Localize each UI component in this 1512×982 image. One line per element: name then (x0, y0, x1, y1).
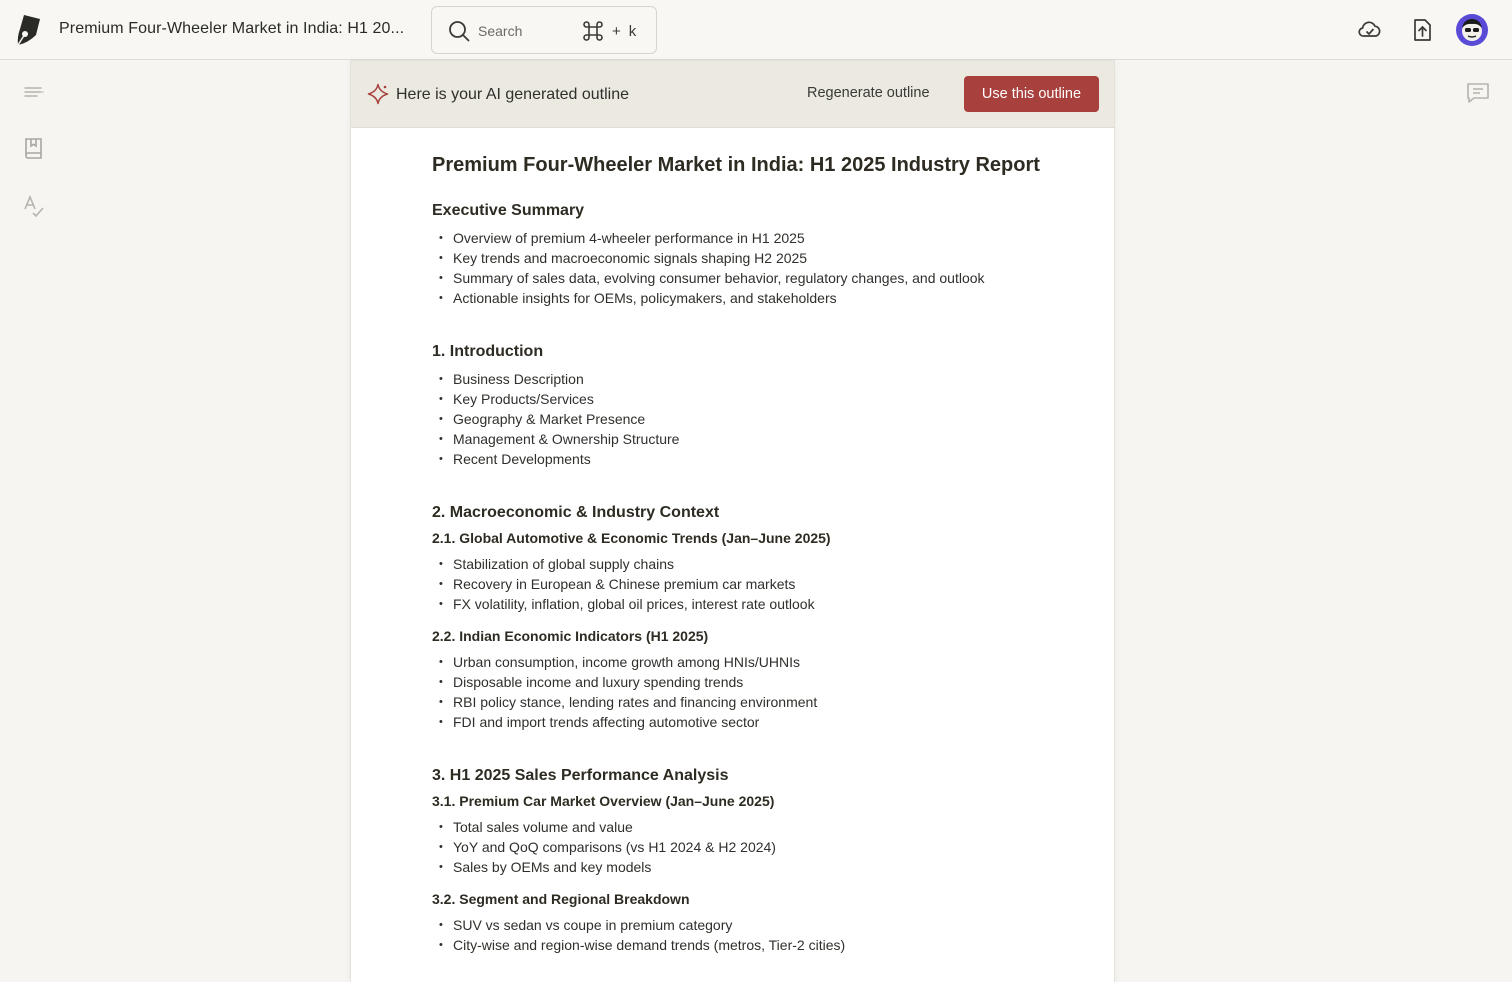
subsection-heading: 2.1. Global Automotive & Economic Trends (Jan–June 2025) (432, 530, 831, 546)
section-introduction (432, 341, 1052, 469)
list-item: • RBI policy stance, lending rates and financing environment (432, 692, 1052, 712)
outline-content (432, 152, 1052, 955)
bullet-list (432, 554, 1052, 614)
bullet-list (432, 228, 1052, 308)
shortcut-key: k (628, 22, 637, 40)
list-item: • YoY and QoQ comparisons (vs H1 2024 & H2 2024) (432, 837, 1052, 857)
list-item: • Disposable income and luxury spending trends (432, 672, 1052, 692)
list-item: • Summary of sales data, evolving consumer behavior, regulatory changes, and outlook (432, 268, 1052, 288)
sparkle-icon (367, 83, 389, 105)
bullet-list (432, 915, 1052, 955)
list-item: • Geography & Market Presence (432, 409, 1052, 429)
user-avatar[interactable] (1456, 14, 1488, 46)
bullet-list (432, 817, 1052, 877)
use-outline-button[interactable]: Use this outline (964, 76, 1099, 112)
list-item: • Actionable insights for OEMs, policymakers, and stakeholders (432, 288, 1052, 308)
search-box[interactable] (431, 6, 657, 54)
list-item: • City-wise and region-wise demand trends (metros, Tier-2 cities) (432, 935, 1052, 955)
left-rail (0, 61, 70, 982)
ai-outline-bar (351, 61, 1114, 128)
list-item: • FX volatility, inflation, global oil prices, interest rate outlook (432, 594, 1052, 614)
list-item: • Key Products/Services (432, 389, 1052, 409)
outline-title: Premium Four-Wheeler Market in India: H1 2025 Industry Report (432, 154, 1040, 176)
section-heading: 1. Introduction (432, 343, 544, 360)
top-bar (0, 0, 1512, 60)
spellcheck-icon[interactable] (22, 194, 46, 218)
section-sales-performance (432, 765, 1052, 955)
document-title[interactable]: Premium Four-Wheeler Market in India: H1 20... (59, 20, 405, 37)
list-item: • SUV vs sedan vs coupe in premium category (432, 915, 1052, 935)
list-item: • FDI and import trends affecting automotive sector (432, 712, 1052, 732)
list-item: • Overview of premium 4-wheeler performance in H1 2025 (432, 228, 1052, 248)
subsection-heading: 3.1. Premium Car Market Overview (Jan–June 2025) (432, 793, 775, 809)
comment-icon[interactable] (1465, 80, 1491, 106)
list-item: • Recovery in European & Chinese premium car markets (432, 574, 1052, 594)
avatar-face-icon (1456, 14, 1488, 46)
outline-list-icon[interactable] (22, 81, 46, 105)
bullet-list (432, 369, 1052, 469)
section-executive-summary (432, 200, 1052, 308)
ai-outline-label: Here is your AI generated outline (396, 86, 630, 103)
section-heading: Executive Summary (432, 202, 585, 219)
list-item: • Sales by OEMs and key models (432, 857, 1052, 877)
subsection-heading: 2.2. Indian Economic Indicators (H1 2025) (432, 628, 709, 644)
search-label: Search (478, 23, 523, 39)
book-icon[interactable] (22, 136, 46, 160)
cloud-sync-icon[interactable] (1356, 16, 1384, 44)
section-heading: 3. H1 2025 Sales Performance Analysis (432, 767, 729, 784)
list-item: • Key trends and macroeconomic signals shaping H2 2025 (432, 248, 1052, 268)
list-item: • Recent Developments (432, 449, 1052, 469)
list-item: • Urban consumption, income growth among HNIs/UHNIs (432, 652, 1052, 672)
list-item: • Total sales volume and value (432, 817, 1052, 837)
list-item: • Management & Ownership Structure (432, 429, 1052, 449)
list-item: • Stabilization of global supply chains (432, 554, 1052, 574)
subsection-heading: 3.2. Segment and Regional Breakdown (432, 891, 690, 907)
section-macroeconomic (432, 502, 1052, 732)
list-item: • Business Description (432, 369, 1052, 389)
command-key-icon (582, 20, 604, 42)
bullet-list (432, 652, 1052, 732)
search-shortcut (582, 19, 636, 43)
search-icon (448, 20, 470, 42)
export-icon[interactable] (1408, 16, 1436, 44)
section-heading: 2. Macroeconomic & Industry Context (432, 504, 720, 521)
regenerate-outline-button[interactable]: Regenerate outline (807, 85, 930, 101)
shortcut-plus: + (612, 22, 621, 40)
pen-nib-logo[interactable] (14, 13, 42, 47)
document-page (351, 61, 1114, 982)
